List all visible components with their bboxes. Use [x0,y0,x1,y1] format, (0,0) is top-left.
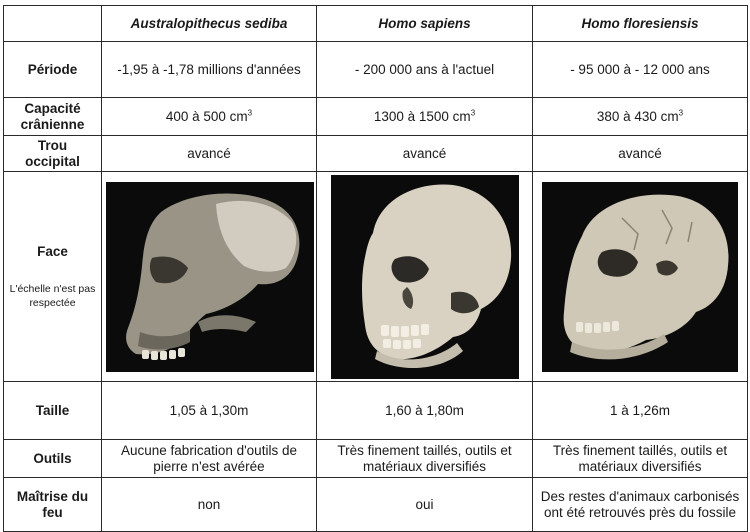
row-label-capacite [4,98,102,136]
row-label-periode: Période [4,42,102,98]
row-label-trou-line2: occipital [25,153,80,169]
row-label-trou [4,136,102,172]
cell-capacite-sediba [102,98,317,136]
comparison-table [3,5,748,532]
header-row [4,6,748,42]
row-label-face-text: Face [37,243,68,259]
species-header-floresiensis: Homo floresiensis [533,6,748,42]
cell-outils-sapiens: Très finement taillés, outils et matériaux diversifiés [317,440,533,478]
cell-trou-sapiens: avancé [317,136,533,172]
species-header-sediba: Australopithecus sediba [102,6,317,42]
cell-face-sediba [102,172,317,382]
cell-periode-floresiensis: - 95 000 à - 12 000 ans [533,42,748,98]
cell-feu-sediba: non [102,478,317,532]
cell-periode-sediba: -1,95 à -1,78 millions d'années [102,42,317,98]
species-header-sapiens: Homo sapiens [317,6,533,42]
cell-capacite-floresiensis [533,98,748,136]
skull-photo-sapiens [331,175,519,379]
row-label-trou-line1: Trou [37,137,68,153]
row-taille [4,382,748,440]
row-outils [4,440,748,478]
row-label-feu-line1: Maîtrise du [16,488,89,504]
row-label-face [4,172,102,382]
cell-taille-sediba: 1,05 à 1,30m [102,382,317,440]
capacite-value-sediba: 400 à 500 cm [165,108,248,124]
corner-cell [4,6,102,42]
unit-exponent: 3 [470,108,476,117]
row-label-capacite-line2: crânienne [20,116,85,132]
cell-face-floresiensis [533,172,748,382]
row-capacite [4,98,748,136]
cell-outils-floresiensis: Très finement taillés, outils et matériaux diversifiés [533,440,748,478]
cell-feu-sapiens: oui [317,478,533,532]
capacite-value-sapiens: 1300 à 1500 cm [373,108,471,124]
capacite-value-floresiensis: 380 à 430 cm [596,108,679,124]
row-label-feu-line2: feu [42,504,63,520]
unit-exponent: 3 [678,108,684,117]
cell-periode-sapiens: - 200 000 ans à l'actuel [317,42,533,98]
skull-photo-sediba [106,182,314,372]
cell-taille-sapiens: 1,60 à 1,80m [317,382,533,440]
row-label-outils: Outils [4,440,102,478]
row-label-feu [4,478,102,532]
row-feu [4,478,748,532]
row-periode [4,42,748,98]
unit-exponent: 3 [247,108,253,117]
row-label-taille: Taille [4,382,102,440]
cell-trou-sediba: avancé [102,136,317,172]
cell-capacite-sapiens [317,98,533,136]
cell-taille-floresiensis: 1 à 1,26m [533,382,748,440]
row-face [4,172,748,382]
row-trou-occipital [4,136,748,172]
skull-photo-floresiensis [542,182,738,372]
cell-outils-sediba: Aucune fabrication d'outils de pierre n'est avérée [102,440,317,478]
scale-note: L'échelle n'est pas respectée [9,282,96,309]
row-label-capacite-line1: Capacité [24,100,81,116]
cell-feu-floresiensis: Des restes d'animaux carbonisés ont été retrouvés près du fossile [533,478,748,532]
cell-face-sapiens [317,172,533,382]
cell-trou-floresiensis: avancé [533,136,748,172]
